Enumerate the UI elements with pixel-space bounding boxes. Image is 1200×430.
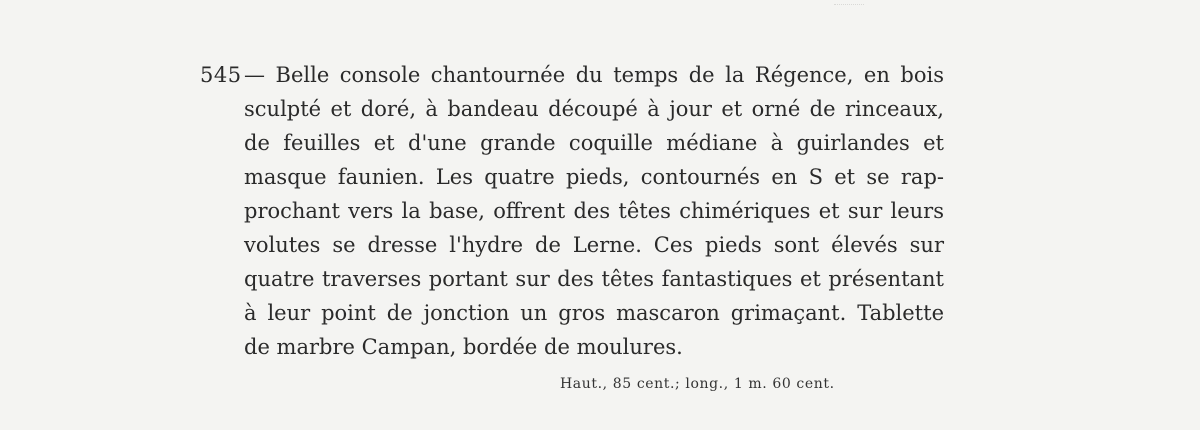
- lot-description: [244, 58, 944, 364]
- description-line-1: — Belle console chantournée du temps de la Régence, en bois: [244, 63, 944, 87]
- lot-number: 545: [200, 63, 242, 87]
- description-line-9: de marbre Campan, bordée de moulures.: [244, 335, 683, 359]
- description-line-7: quatre traverses portant sur des têtes fantastiques et présentant: [244, 267, 944, 291]
- dimensions: Haut., 85 cent.; long., 1 m. 60 cent.: [560, 376, 835, 392]
- description-line-6: volutes se dresse l'hydre de Lerne. Ces pieds sont élevés sur: [244, 233, 944, 257]
- description-line-5: prochant vers la base, offrent des têtes chimériques et sur leurs: [244, 199, 944, 223]
- description-line-2: sculpté et doré, à bandeau découpé à jour et orné de rinceaux,: [244, 97, 944, 121]
- top-edge-mark: [834, 0, 864, 5]
- description-line-3: de feuilles et d'une grande coquille médiane à guirlandes et: [244, 131, 944, 155]
- description-line-8: à leur point de jonction un gros mascaron grimaçant. Tablette: [244, 301, 944, 325]
- description-line-4: masque faunien. Les quatre pieds, contournés en S et se rap-: [244, 165, 944, 189]
